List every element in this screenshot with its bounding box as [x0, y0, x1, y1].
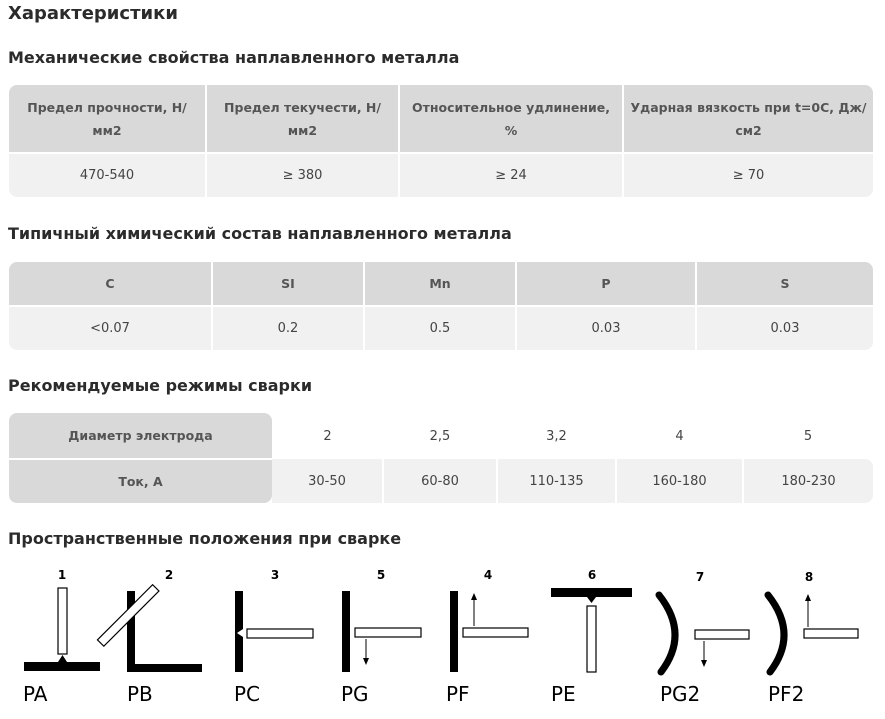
position-code: PE — [551, 682, 576, 706]
welding-heading: Рекомендуемые режимы сварки — [8, 376, 313, 395]
mech-table — [9, 85, 873, 197]
position-code: PC — [234, 682, 261, 706]
diameter-value: 2 — [272, 413, 383, 459]
current-value: 110-135 — [497, 459, 616, 503]
chem-header: Mn — [364, 262, 516, 306]
position-pb — [97, 568, 202, 706]
position-code: PG — [341, 682, 369, 706]
position-code: PF2 — [768, 682, 805, 706]
position-number: 8 — [804, 570, 814, 584]
chem-heading: Типичный химический состав наплавленного металла — [8, 224, 512, 243]
position-pe — [551, 568, 632, 706]
position-code: PF — [446, 682, 470, 706]
mech-header: Предел текучести, Н/мм2 — [206, 85, 399, 153]
page-title: Характеристики — [8, 3, 178, 24]
position-code: PA — [23, 682, 48, 706]
chem-header: P — [516, 262, 696, 306]
position-number: 1 — [57, 568, 67, 582]
mech-value: ≥ 70 — [623, 153, 873, 197]
mech-header: Предел прочности, Н/мм2 — [9, 85, 206, 153]
position-number: 5 — [376, 568, 386, 582]
welding-positions-diagram — [0, 562, 885, 719]
chem-value: <0.07 — [9, 306, 212, 350]
current-label: Ток, А — [9, 459, 272, 503]
current-value: 30-50 — [272, 459, 383, 503]
position-number: 4 — [483, 568, 493, 582]
position-number: 7 — [695, 570, 705, 584]
mech-header: Относительное удлинение, % — [399, 85, 623, 153]
position-number: 2 — [164, 568, 174, 582]
chem-value: 0.2 — [212, 306, 364, 350]
diameter-value: 4 — [616, 413, 743, 459]
diameter-value: 5 — [743, 413, 873, 459]
chem-header: S — [696, 262, 873, 306]
position-pf — [446, 568, 528, 706]
chem-value: 0.03 — [696, 306, 873, 350]
diameter-value: 3,2 — [497, 413, 616, 459]
position-pa — [23, 568, 100, 706]
chem-table — [9, 262, 873, 350]
position-code: PB — [127, 682, 153, 706]
position-number: 3 — [270, 568, 280, 582]
position-pg — [341, 568, 421, 706]
mech-value: ≥ 380 — [206, 153, 399, 197]
position-number: 6 — [587, 568, 597, 582]
welding-table — [9, 413, 873, 503]
positions-heading: Пространственные положения при сварке — [8, 529, 402, 548]
position-pg2 — [659, 570, 749, 706]
chem-header: SI — [212, 262, 364, 306]
mech-header: Ударная вязкость при t=0C, Дж/см2 — [623, 85, 873, 153]
position-pc — [234, 568, 313, 706]
current-value: 180-230 — [743, 459, 873, 503]
chem-value: 0.5 — [364, 306, 516, 350]
diameter-label: Диаметр электрода — [9, 413, 272, 459]
mech-value: ≥ 24 — [399, 153, 623, 197]
chem-value: 0.03 — [516, 306, 696, 350]
diameter-value: 2,5 — [383, 413, 497, 459]
position-code: PG2 — [660, 682, 701, 706]
current-value: 60-80 — [383, 459, 497, 503]
mech-heading: Механические свойства наплавленного металла — [8, 48, 460, 67]
current-value: 160-180 — [616, 459, 743, 503]
chem-header: C — [9, 262, 212, 306]
position-pf2 — [768, 570, 858, 706]
mech-value: 470-540 — [9, 153, 206, 197]
